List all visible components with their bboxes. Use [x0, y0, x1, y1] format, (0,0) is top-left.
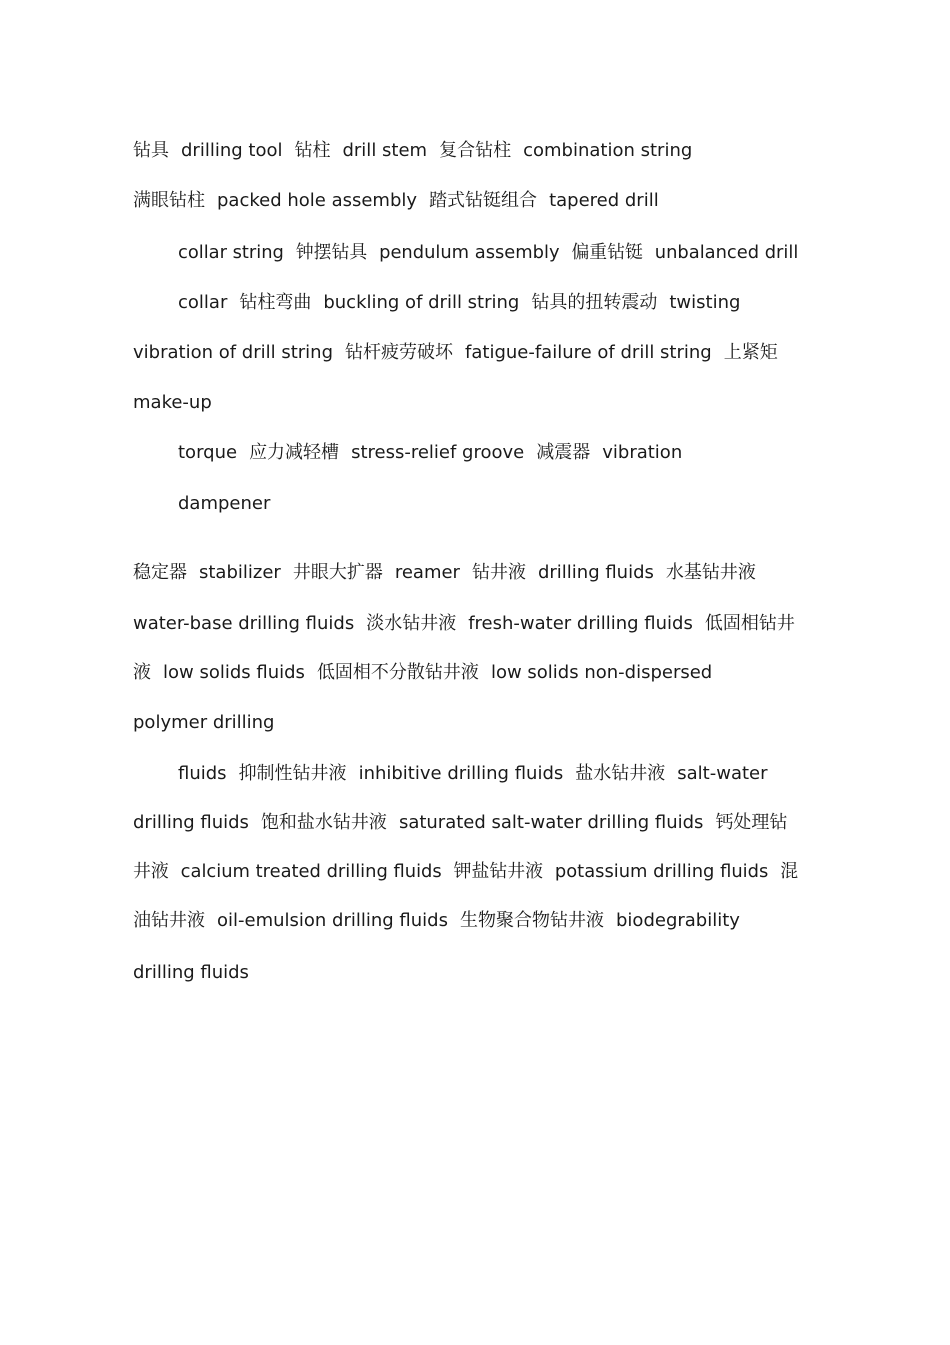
term: stabilizer [199, 562, 281, 583]
term: make-up [133, 392, 212, 413]
term: tapered drill [549, 190, 659, 211]
term: 减震器 [536, 442, 591, 463]
term: fresh-water drilling fluids [468, 613, 693, 634]
term: 钻具的扭转震动 [531, 292, 658, 313]
term: 踏式钻铤组合 [429, 190, 538, 211]
term: 钟摆钻具 [295, 242, 368, 263]
term: drilling fluids [537, 562, 654, 583]
term: 稳定器 [133, 562, 187, 583]
term: combination string [523, 140, 693, 161]
term: saturated salt-water drilling fluids [398, 812, 704, 833]
term: 偏重钻铤 [571, 242, 643, 263]
term: packed hole assembly [217, 190, 418, 211]
term: dampener [178, 493, 271, 514]
text-line [133, 861, 810, 883]
term: 钾盐钻井液 [453, 861, 543, 882]
term: drilling fluids [133, 812, 249, 833]
term: inhibitive drilling fluids [358, 763, 564, 784]
term: collar [178, 292, 228, 313]
term: unbalanced drill [654, 242, 799, 263]
term: fluids [178, 763, 227, 784]
text-line [133, 342, 790, 364]
term: drilling tool [181, 140, 283, 161]
term: low solids fluids [163, 662, 305, 683]
term: 水基钻井液 [665, 562, 756, 583]
term: collar string [178, 242, 284, 263]
text-line [133, 910, 752, 932]
term: 钻杆疲劳破坏 [345, 342, 454, 363]
term: 抑制性钻井液 [238, 763, 347, 784]
text-line [178, 493, 282, 515]
text-line [178, 292, 752, 314]
term: calcium treated drilling fluids [180, 861, 442, 882]
term: 低固相钻井 [704, 613, 795, 634]
term: 满眼钻柱 [133, 190, 205, 211]
term: 复合钻柱 [439, 140, 512, 161]
term: stress-relief groove [351, 442, 525, 463]
term: pendulum assembly [379, 242, 560, 263]
term: buckling of drill string [323, 292, 520, 313]
term: 应力减轻槽 [249, 442, 340, 463]
text-line [133, 962, 261, 984]
term: low solids non-dispersed [490, 662, 713, 683]
text-line [133, 392, 224, 414]
term: 混 [780, 861, 799, 882]
term: drill stem [342, 140, 428, 161]
term: 井眼大扩器 [292, 562, 383, 583]
text-line [178, 442, 694, 464]
text-line [133, 190, 671, 212]
term: reamer [394, 562, 460, 583]
term: oil-emulsion drilling fluids [217, 910, 448, 931]
text-line [133, 613, 807, 635]
term: 盐水钻井液 [575, 763, 666, 784]
text-line [133, 812, 799, 834]
term: water-base drilling fluids [133, 613, 355, 634]
term: 井液 [133, 861, 169, 882]
text-line [178, 242, 810, 264]
text-line [133, 662, 724, 684]
term: 饱和盐水钻井液 [260, 812, 387, 833]
term: drilling fluids [133, 962, 249, 983]
text-line [133, 712, 287, 734]
term: 钙处理钻 [715, 812, 788, 833]
term: 钻具 [133, 140, 169, 161]
text-line [133, 140, 704, 162]
text-line [178, 763, 780, 785]
term: 油钻井液 [133, 910, 205, 931]
term: 淡水钻井液 [366, 613, 457, 634]
term: vibration [602, 442, 683, 463]
term: 低固相不分散钻井液 [316, 662, 479, 683]
term: fatigue-failure of drill string [465, 342, 712, 363]
term: vibration of drill string [133, 342, 334, 363]
term: biodegrability [616, 910, 740, 931]
term: 上紧矩 [723, 342, 778, 363]
term: 钻柱 [294, 140, 331, 161]
term: torque [178, 442, 238, 463]
term: 生物聚合物钻井液 [460, 910, 604, 931]
term: 钻井液 [471, 562, 526, 583]
term: potassium drilling fluids [554, 861, 769, 882]
text-line [133, 562, 768, 584]
term: twisting [669, 292, 741, 313]
term: polymer drilling [133, 712, 275, 733]
term: salt-water [677, 763, 768, 784]
term: 钻柱弯曲 [239, 292, 312, 313]
term: 液 [133, 662, 151, 683]
